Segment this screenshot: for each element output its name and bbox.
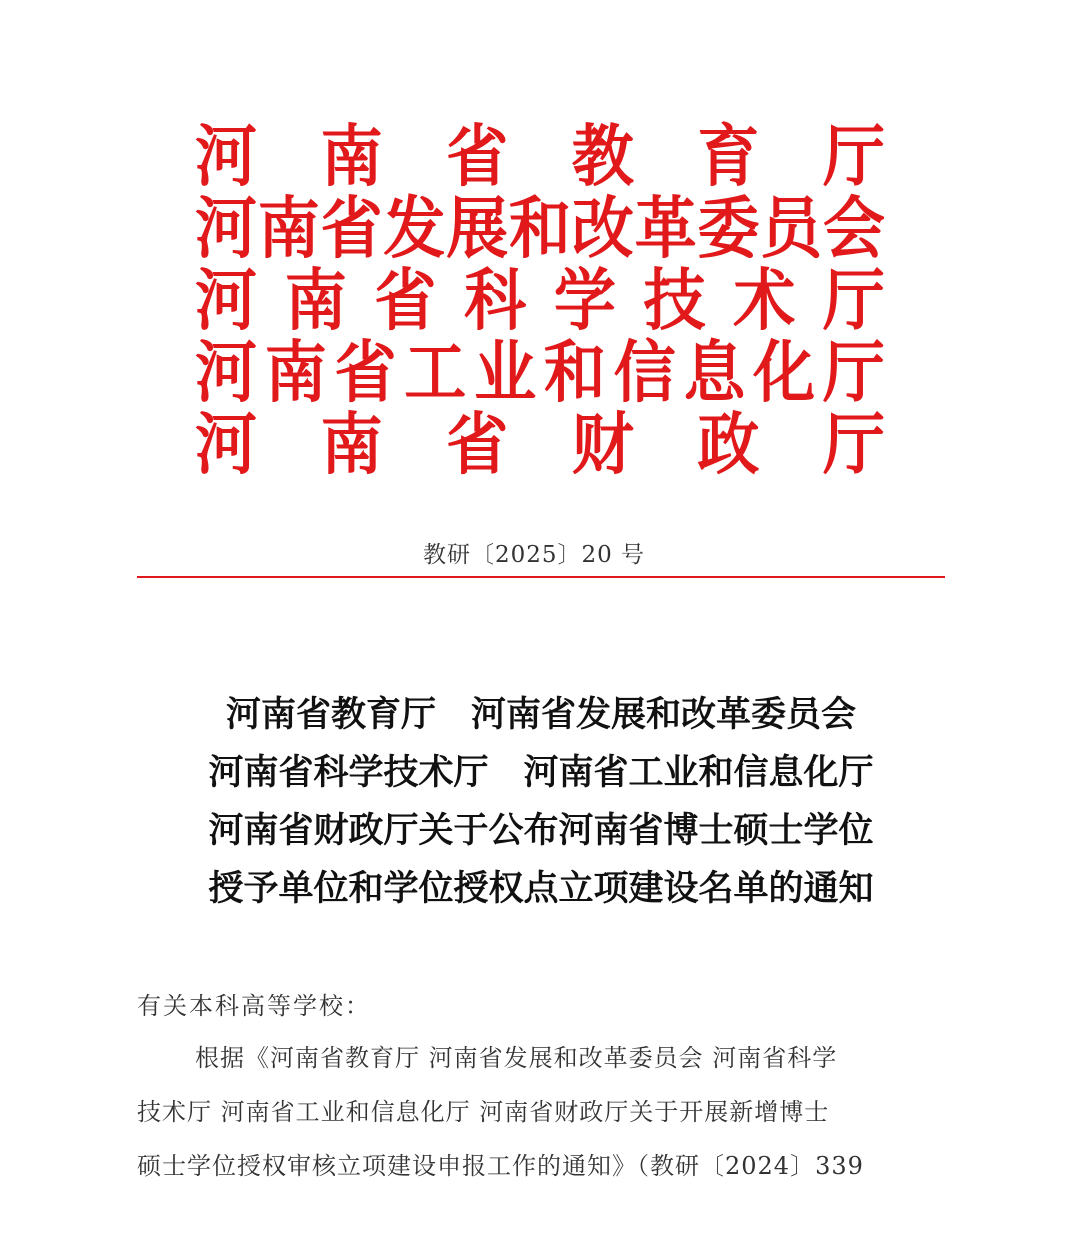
letterhead-char: 学 (553, 260, 616, 340)
letterhead-char: 息 (683, 332, 746, 412)
letterhead-char: 财 (571, 404, 634, 484)
title-line: 河南省教育厅 河南省发展和改革委员会 (225, 695, 856, 735)
letterhead-line-5 (195, 406, 885, 484)
letterhead-char: 展 (446, 188, 509, 268)
salutation: 有关本科高等学校： (137, 992, 371, 1020)
body-line: 根据《河南省教育厅 河南省发展和改革委员会 河南省科学 (195, 1044, 838, 1072)
letterhead-line-4 (195, 334, 885, 412)
letterhead-char: 育 (697, 116, 760, 196)
letterhead-line-3 (195, 262, 885, 340)
letterhead-char: 会 (822, 188, 885, 268)
letterhead-char: 厅 (822, 332, 885, 412)
letterhead-char: 发 (383, 188, 446, 268)
letterhead-char: 河 (195, 116, 258, 196)
letterhead-char: 改 (571, 188, 634, 268)
letterhead-char: 工 (404, 332, 467, 412)
letterhead-char: 和 (508, 188, 571, 268)
letterhead-char: 省 (334, 332, 397, 412)
body-paragraph (137, 1038, 952, 1200)
letterhead-char: 省 (320, 188, 383, 268)
letterhead-char: 南 (264, 332, 327, 412)
title-line: 河南省财政厅关于公布河南省博士硕士学位 (208, 811, 874, 851)
letterhead-char: 厅 (822, 260, 885, 340)
letterhead-char: 信 (613, 332, 676, 412)
letterhead-line-1 (195, 118, 885, 196)
title-line: 河南省科学技术厅 河南省工业和信息化厅 (208, 753, 874, 793)
body-line: 硕士学位授权审核立项建设申报工作的通知》（教研〔2024〕339 (137, 1152, 864, 1180)
letterhead-char: 教 (571, 116, 634, 196)
letterhead-line-2 (195, 190, 885, 268)
red-letterhead (195, 116, 885, 484)
letterhead-char: 革 (634, 188, 697, 268)
letterhead-char: 科 (464, 260, 527, 340)
letterhead-char: 术 (733, 260, 796, 340)
notice-title (137, 686, 945, 918)
letterhead-char: 河 (195, 404, 258, 484)
title-line: 授予单位和学位授权点立项建设名单的通知 (208, 869, 874, 909)
letterhead-char: 和 (543, 332, 606, 412)
letterhead-char: 业 (474, 332, 537, 412)
letterhead-char: 委 (697, 188, 760, 268)
letterhead-char: 政 (697, 404, 760, 484)
letterhead-char: 省 (446, 116, 509, 196)
body-line: 技术厅 河南省工业和信息化厅 河南省财政厅关于开展新增博士 (137, 1098, 830, 1126)
letterhead-char: 河 (195, 188, 258, 268)
letterhead-char: 技 (643, 260, 706, 340)
letterhead-char: 南 (257, 188, 320, 268)
letterhead-char: 省 (446, 404, 509, 484)
letterhead-char: 省 (374, 260, 437, 340)
letterhead-char: 厅 (822, 404, 885, 484)
letterhead-char: 南 (284, 260, 347, 340)
letterhead-char: 河 (195, 260, 258, 340)
letterhead-char: 河 (195, 332, 258, 412)
letterhead-char: 员 (760, 188, 823, 268)
document-number: 教研〔2025〕20 号 (422, 542, 646, 568)
letterhead-char: 南 (320, 116, 383, 196)
letterhead-char: 厅 (822, 116, 885, 196)
red-divider-line (137, 576, 945, 578)
letterhead-char: 化 (753, 332, 816, 412)
letterhead-char: 南 (320, 404, 383, 484)
